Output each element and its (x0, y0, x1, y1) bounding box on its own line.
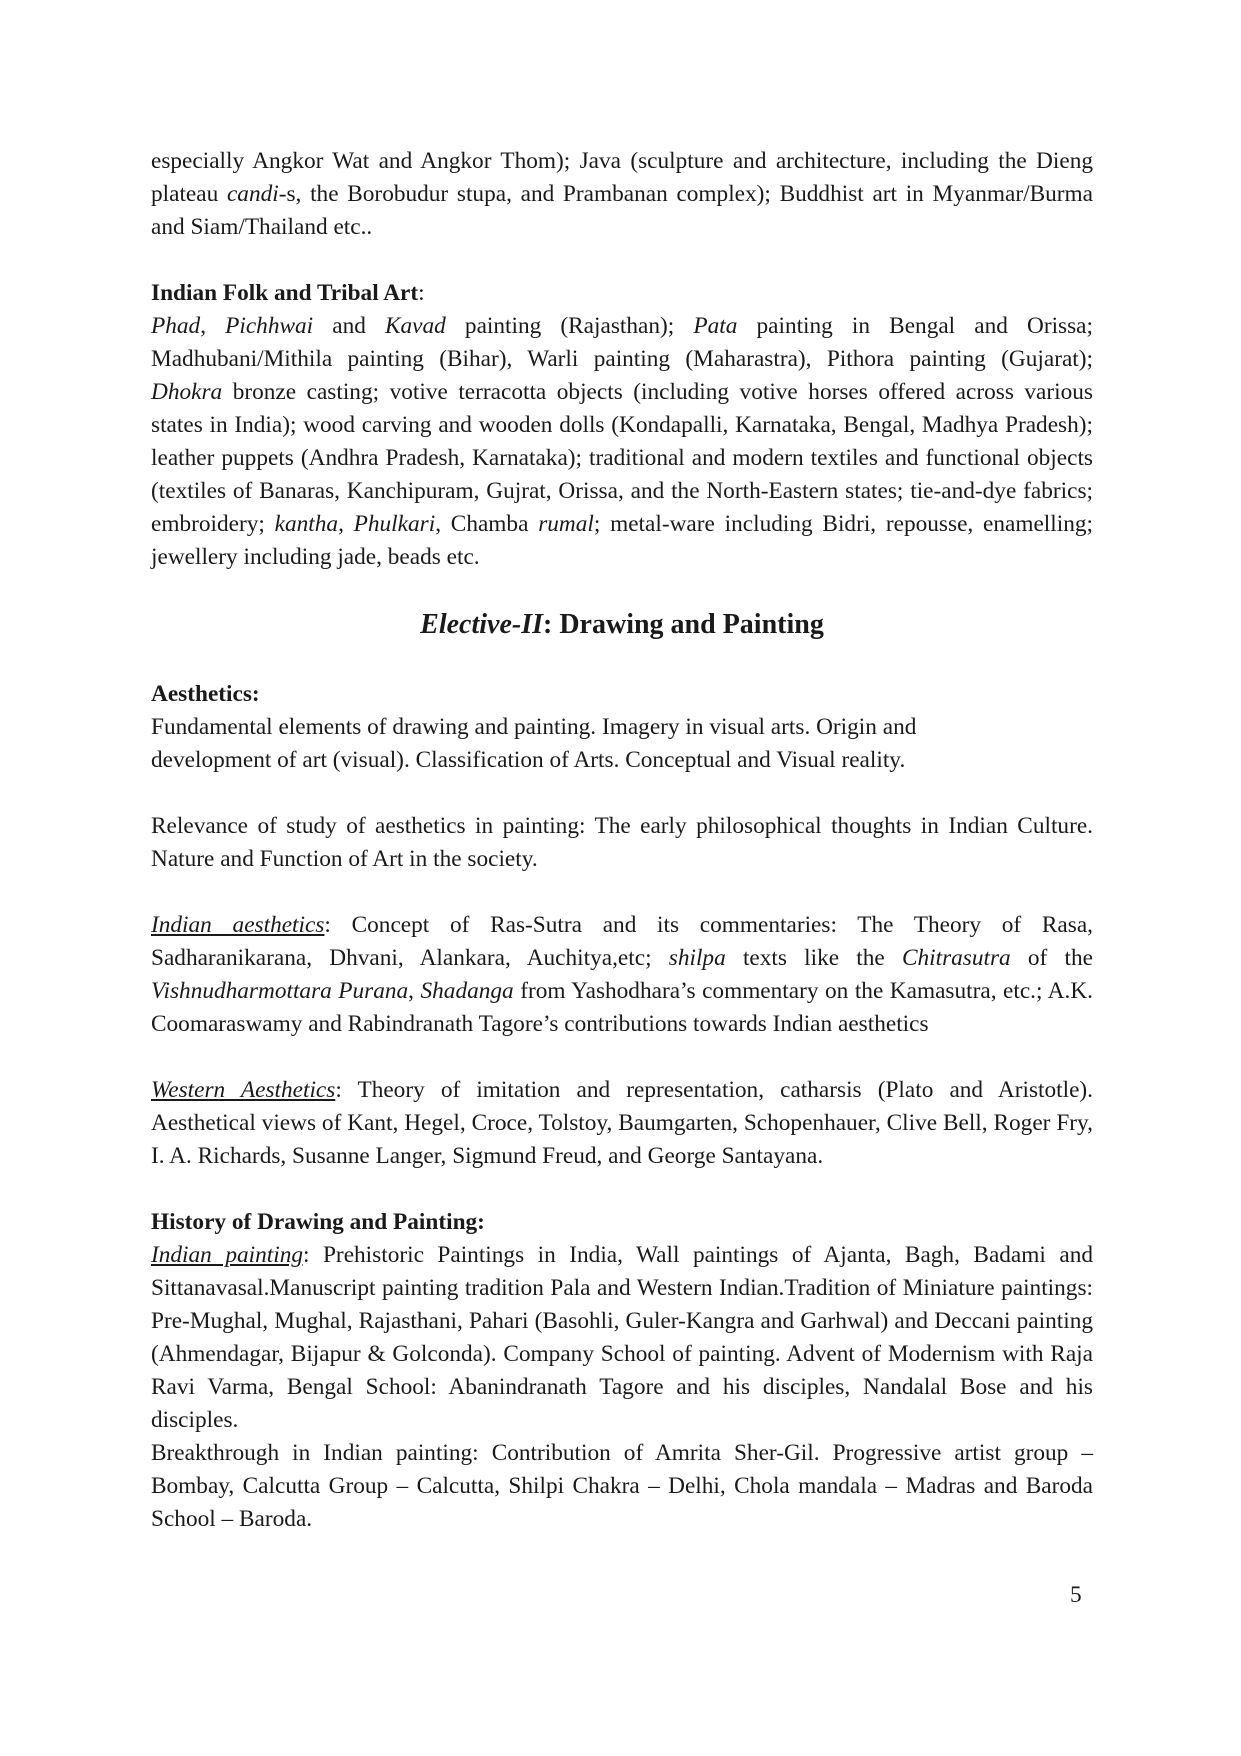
aesthetics-heading: Aesthetics: (151, 681, 260, 707)
western-aesthetics-paragraph: Western Aesthetics: Theory of imitation and representation, catharsis (Plato and Aristotle). Aesthetical views of Kant, Hegel, Croce, Tolstoy, Baumgarten, Schopenhauer, Clive Bell, Roger Fry, I. A. Richards, Susanne Langer, Sigmund Freud, and George Santayana. (151, 1077, 1093, 1169)
text-run: especially Angkor Wat and Angkor Thom); Java (sculpture and architecture, including the Dieng plateau (151, 148, 1093, 207)
indian-painting-paragraph: Indian painting: Prehistoric Paintings in India, Wall paintings of Ajanta, Bagh, Badami and Sittanavasal.Manuscript painting tradition Pala and Western Indian.Tradition of Miniature paintings: Pre-Mughal, Mughal, Rajasthani, Pahari (Basohli, Guler-Kangra and Garhwal) and Deccani painting (Ahmendagar, Bijapur & Golconda). Company School of painting. Advent of Modernism with Raja Ravi Varma, Bengal School: Abanindranath Tagore and his disciples, Nandalal Bose and his disciples. (151, 1242, 1094, 1433)
aesthetics-paragraph-1: Fundamental elements of drawing and painting. Imagery in visual arts. Origin and development of art (visual). Classification of Arts. Conceptual and Visual reality. (151, 714, 917, 773)
document-body (151, 145, 1093, 1536)
indian-painting-label: Indian painting (151, 1242, 303, 1268)
breakthrough-paragraph: Breakthrough in Indian painting: Contribution of Amrita Sher-Gil. Progressive artist group – Bombay, Calcutta Group – Calcutta, Shilpi Chakra – Delhi, Chola mandala – Madras and Baroda School – Baroda. (151, 1440, 1093, 1532)
indian-aesthetics-label: Indian aesthetics (151, 912, 325, 938)
history-heading: History of Drawing and Painting: (151, 1209, 485, 1235)
page-number: 5 (1070, 1582, 1082, 1608)
western-aesthetics-label: Western Aesthetics (151, 1077, 336, 1103)
indian-aesthetics-paragraph: Indian aesthetics: Concept of Ras-Sutra and its commentaries: The Theory of Rasa, Sadharanikarana, Dhvani, Alankara, Auchitya,etc; shilpa texts like the Chitrasutra of the Vishnudharmottara Purana, Shadanga from Yashodhara’s commentary on the Kamasutra, etc.; A.K. Coomaraswamy and Rabindranath Tagore’s contributions towards Indian aesthetics (151, 912, 1093, 1037)
aesthetics-paragraph-2: Relevance of study of aesthetics in painting: The early philosophical thoughts in Indian Culture. Nature and Function of Art in the society. (151, 813, 1093, 872)
folk-art-paragraph: Phad, Pichhwai and Kavad painting (Rajasthan); Pata painting in Bengal and Orissa; Madhubani/Mithila painting (Bihar), Warli painting (Maharastra), Pithora painting (Gujarat); Dhokra bronze casting; votive terracotta objects (including votive horses offered across various states in India); wood carving and wooden dolls (Kondapalli, Karnataka, Bengal, Madhya Pradesh); leather puppets (Andhra Pradesh, Karnataka); traditional and modern textiles and functional objects (textiles of Banaras, Kanchipuram, Gujrat, Orissa, and the North-Eastern states; tie-and-dye fabrics; embroidery; kantha, Phulkari, Chamba rumal; metal-ware including Bidri, repousse, enamelling; jewellery including jade, beads etc. (151, 313, 1093, 570)
intro-paragraph (151, 145, 1093, 244)
section-title: Elective-II: Drawing and Painting (420, 609, 824, 640)
text-run: -s, the Borobudur stupa, and Prambanan complex); Buddhist art in Myanmar/Burma and Siam/Thailand etc.. (151, 181, 1093, 240)
italic-term: candi (226, 181, 279, 207)
folk-art-heading: Indian Folk and Tribal Art: (151, 280, 425, 306)
